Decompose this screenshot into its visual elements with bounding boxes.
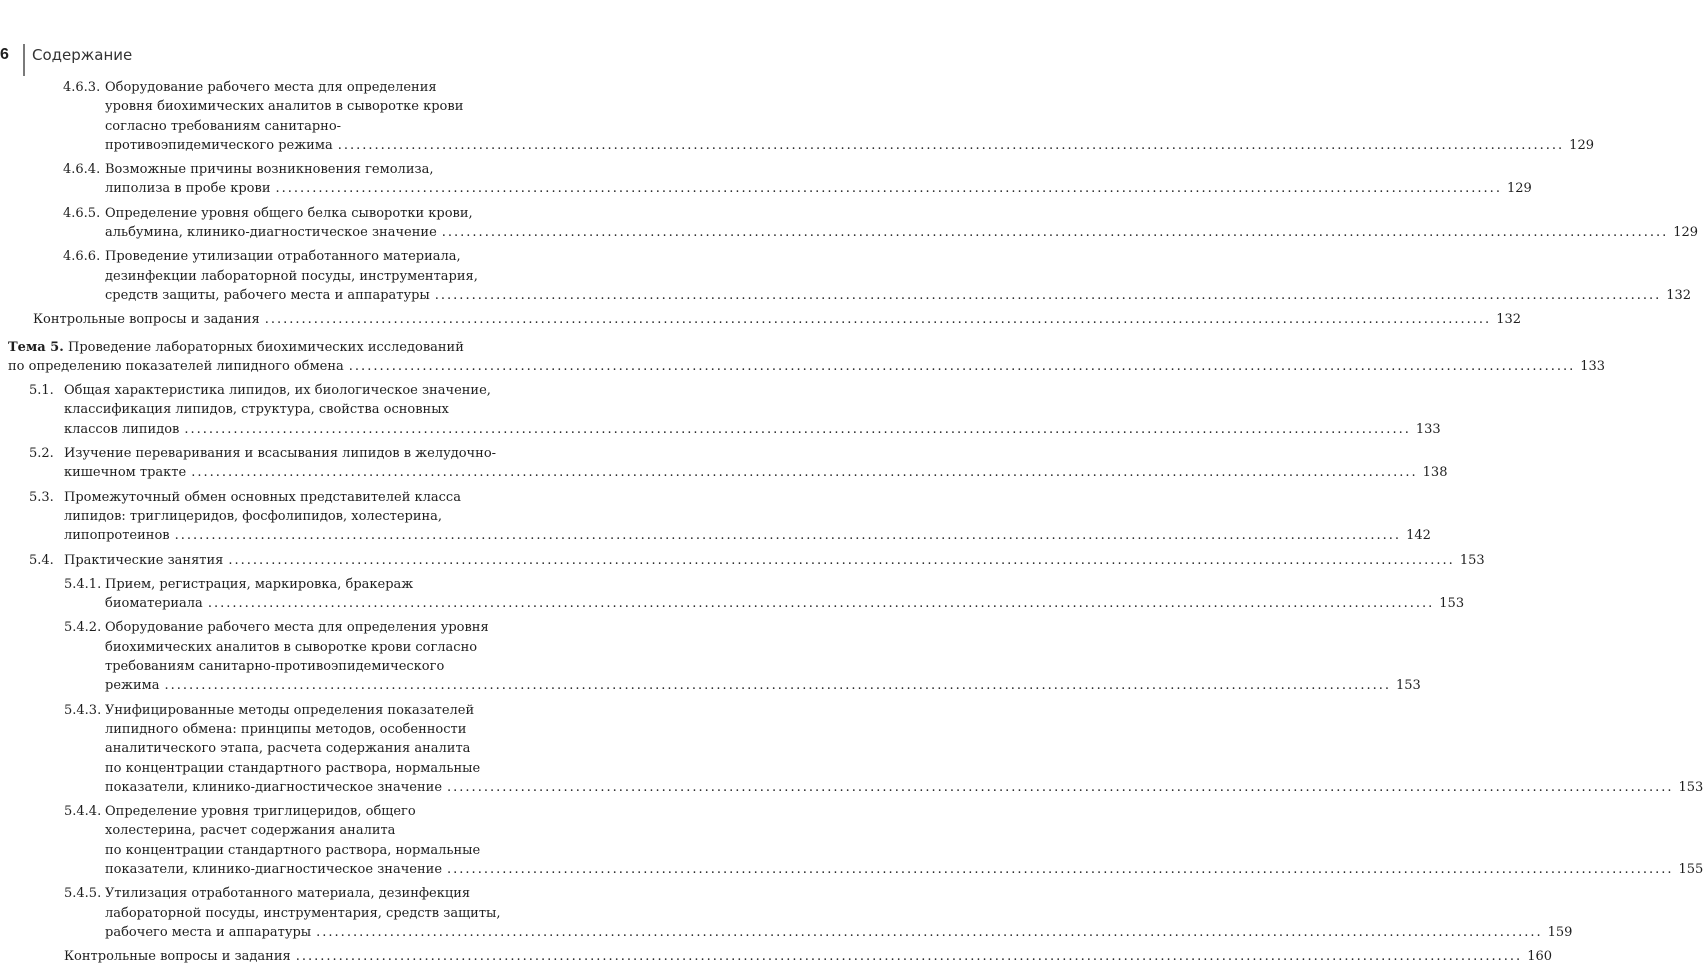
- dot-leader: ........................................................................................................................................................................................................: [275, 179, 1501, 198]
- toc-entry: [0, 247, 564, 305]
- dot-leader: ........................................................................................................................................................................................................: [191, 463, 1417, 482]
- table-of-contents: [0, 78, 564, 971]
- toc-entry-text: Определение уровня общего белка сыворотки крови,: [105, 206, 473, 221]
- toc-entry-text: Определение уровня триглицеридов, общего: [105, 804, 416, 819]
- toc-entry-line: [0, 223, 564, 242]
- toc-entry: [0, 618, 564, 695]
- toc-entry-line: [0, 204, 564, 223]
- dot-leader: ........................................................................................................................................................................................................: [296, 947, 1522, 966]
- toc-entry: [0, 444, 564, 483]
- toc-entry-text: Проведение утилизации отработанного материала,: [105, 249, 461, 264]
- toc-entry-text: кишечном тракте: [64, 463, 186, 482]
- toc-entry-line: [0, 247, 564, 266]
- toc-entry-line: [0, 575, 564, 594]
- toc-page-number: 132: [1666, 286, 1691, 305]
- toc-page-number: 155: [1679, 860, 1703, 879]
- toc-entry: [0, 160, 564, 199]
- toc-entry-number: Тема 5.: [8, 338, 64, 357]
- toc-entry-line: [0, 802, 564, 821]
- toc-entry-text: Прием, регистрация, маркировка, бракераж: [105, 577, 413, 592]
- dot-leader: ........................................................................................................................................................................................................: [208, 594, 1434, 613]
- toc-page-number: 133: [1416, 420, 1441, 439]
- dot-leader: ........................................................................................................................................................................................................: [349, 357, 1575, 376]
- toc-entry: [0, 802, 564, 879]
- toc-entry-line: [0, 821, 564, 840]
- toc-entry-text: холестерина, расчет содержания аналита: [105, 823, 395, 838]
- toc-entry-text: Изучение переваривания и всасывания липидов в желудочно-: [64, 446, 496, 461]
- dot-leader: ........................................................................................................................................................................................................: [447, 778, 1673, 797]
- toc-page-number: 153: [1396, 676, 1421, 695]
- toc-entry-text: Проведение лабораторных биохимических исследований: [68, 340, 464, 355]
- toc-entry-line: [0, 507, 564, 526]
- toc-page-number: 153: [1439, 594, 1464, 613]
- toc-entry-number: 5.3.: [29, 488, 54, 507]
- toc-entry-text: Практические занятия: [64, 551, 223, 570]
- toc-entry: [0, 884, 564, 942]
- toc-entry: [0, 78, 564, 155]
- toc-entry-line: [0, 179, 564, 198]
- toc-entry-text: Оборудование рабочего места для определения уровня: [105, 620, 489, 635]
- toc-entry-line: [0, 117, 564, 136]
- toc-entry-line: [0, 463, 564, 482]
- toc-entry-text: уровня биохимических аналитов в сыворотке крови: [105, 99, 463, 114]
- toc-entry-text: классификация липидов, структура, свойства основных: [64, 402, 449, 417]
- toc-entry-number: 5.4.: [29, 551, 54, 570]
- toc-page-number: 132: [1496, 310, 1521, 329]
- toc-entry-line: [0, 444, 564, 463]
- toc-page-number: 142: [1406, 526, 1431, 545]
- toc-entry-number: 5.4.4.: [64, 802, 101, 821]
- toc-entry-text: Утилизация отработанного материала, дезинфекция: [105, 886, 470, 901]
- toc-entry-number: 5.2.: [29, 444, 54, 463]
- toc-entry: [0, 204, 564, 243]
- toc-entry-line: [0, 841, 564, 860]
- toc-page-number: 138: [1423, 463, 1448, 482]
- toc-page-number: 153: [1460, 551, 1485, 570]
- toc-entry-text: биоматериала: [105, 594, 203, 613]
- dot-leader: ........................................................................................................................................................................................................: [184, 420, 1410, 439]
- dot-leader: ........................................................................................................................................................................................................: [435, 286, 1661, 305]
- toc-entry-text: лабораторной посуды, инструментария, средств защиты,: [105, 906, 501, 921]
- toc-entry-text: по концентрации стандартного раствора, нормальные: [105, 843, 480, 858]
- toc-entry-text: липолиза в пробе крови: [105, 179, 270, 198]
- page-header: [0, 44, 564, 70]
- toc-entry-text: аналитического этапа, расчета содержания аналита: [105, 741, 470, 756]
- toc-entry-line: [0, 526, 564, 545]
- dot-leader: ........................................................................................................................................................................................................: [265, 310, 1491, 329]
- toc-entry-text: согласно требованиям санитарно-: [105, 119, 341, 134]
- toc-entry-text: классов липидов: [64, 420, 179, 439]
- toc-entry-line: [0, 676, 564, 695]
- toc-entry-text: Общая характеристика липидов, их биологическое значение,: [64, 383, 491, 398]
- toc-entry-line: [0, 420, 564, 439]
- toc-entry: [0, 551, 564, 570]
- dot-leader: ........................................................................................................................................................................................................: [228, 551, 1454, 570]
- toc-entry-number: 4.6.5.: [63, 204, 100, 223]
- toc-entry-line: [0, 947, 564, 966]
- toc-entry-text: Промежуточный обмен основных представителей класса: [64, 490, 461, 505]
- page-number: 6: [0, 46, 9, 64]
- toc-entry-text: рабочего места и аппаратуры: [105, 923, 311, 942]
- toc-entry-number: 4.6.6.: [63, 247, 100, 266]
- toc-entry-text: Контрольные вопросы и задания: [33, 310, 260, 329]
- toc-entry-text: липопротеинов: [64, 526, 170, 545]
- toc-page-number: 153: [1679, 778, 1703, 797]
- toc-entry-number: 4.6.4.: [63, 160, 100, 179]
- toc-entry-text: Оборудование рабочего места для определения: [105, 80, 437, 95]
- toc-entry-line: [0, 97, 564, 116]
- toc-entry-text: режима: [105, 676, 160, 695]
- toc-entry-line: [0, 381, 564, 400]
- toc-entry-text: противоэпидемического режима: [105, 136, 333, 155]
- toc-entry: [0, 575, 564, 614]
- toc-entry-text: средств защиты, рабочего места и аппаратуры: [105, 286, 430, 305]
- toc-entry: [0, 338, 564, 377]
- toc-page-number: 159: [1548, 923, 1573, 942]
- toc-entry-line: [0, 720, 564, 739]
- toc-entry-line: [0, 594, 564, 613]
- toc-entry-line: [0, 904, 564, 923]
- toc-page-number: 129: [1673, 223, 1698, 242]
- toc-entry-text: липидного обмена: принципы методов, особенности: [105, 722, 466, 737]
- toc-entry-line: [0, 884, 564, 903]
- toc-entry-text: Унифицированные методы определения показателей: [105, 703, 474, 718]
- section-title: Содержание: [32, 46, 132, 64]
- toc-entry-text: альбумина, клинико-диагностическое значение: [105, 223, 437, 242]
- toc-page-number: 129: [1569, 136, 1594, 155]
- toc-entry-number: 4.6.3.: [63, 78, 100, 97]
- toc-entry-line: [0, 860, 564, 879]
- toc-entry-line: [0, 160, 564, 179]
- toc-entry-number: 5.4.2.: [64, 618, 101, 637]
- dot-leader: ........................................................................................................................................................................................................: [165, 676, 1391, 695]
- toc-entry-text: показатели, клинико-диагностическое значение: [105, 778, 442, 797]
- toc-page-number: 133: [1580, 357, 1605, 376]
- dot-leader: ........................................................................................................................................................................................................: [447, 860, 1673, 879]
- toc-entry-line: [0, 618, 564, 637]
- toc-entry-line: [0, 657, 564, 676]
- toc-entry-line: [0, 78, 564, 97]
- toc-entry: [0, 310, 564, 329]
- toc-entry-line: [0, 310, 564, 329]
- toc-entry: [0, 381, 564, 439]
- toc-entry-text: Контрольные вопросы и задания: [64, 947, 291, 966]
- toc-entry-line: [0, 488, 564, 507]
- toc-entry-text: по концентрации стандартного раствора, нормальные: [105, 761, 480, 776]
- toc-entry-number: 5.4.5.: [64, 884, 101, 903]
- toc-entry-text: дезинфекции лабораторной посуды, инструментария,: [105, 269, 478, 284]
- toc-entry: [0, 947, 564, 966]
- toc-entry-line: [0, 551, 564, 570]
- toc-entry-line: [0, 778, 564, 797]
- toc-entry-text: биохимических аналитов в сыворотке крови согласно: [105, 640, 477, 655]
- toc-entry-line: [0, 267, 564, 286]
- toc-entry-text: показатели, клинико-диагностическое значение: [105, 860, 442, 879]
- toc-page-number: 129: [1507, 179, 1532, 198]
- toc-entry-text: липидов: триглицеридов, фосфолипидов, холестерина,: [64, 509, 442, 524]
- toc-entry-line: [0, 739, 564, 758]
- dot-leader: ........................................................................................................................................................................................................: [316, 923, 1542, 942]
- dot-leader: ........................................................................................................................................................................................................: [442, 223, 1668, 242]
- dot-leader: ........................................................................................................................................................................................................: [338, 136, 1564, 155]
- dot-leader: ........................................................................................................................................................................................................: [175, 526, 1401, 545]
- toc-entry-number: 5.1.: [29, 381, 54, 400]
- toc-entry-line: [0, 338, 564, 357]
- toc-entry-line: [0, 638, 564, 657]
- toc-entry-line: [0, 759, 564, 778]
- toc-entry-line: [0, 286, 564, 305]
- toc-entry-line: [0, 923, 564, 942]
- toc-page-number: 160: [1527, 947, 1552, 966]
- toc-entry-line: [0, 136, 564, 155]
- toc-entry-number: 5.4.3.: [64, 701, 101, 720]
- toc-entry-text: требованиям санитарно-противоэпидемического: [105, 659, 444, 674]
- toc-entry-line: [0, 400, 564, 419]
- toc-entry: [0, 488, 564, 546]
- toc-entry-text: по определению показателей липидного обмена: [8, 357, 344, 376]
- toc-entry-line: [0, 357, 564, 376]
- toc-entry-number: 5.4.1.: [64, 575, 101, 594]
- toc-entry-text: Возможные причины возникновения гемолиза,: [105, 162, 433, 177]
- toc-entry: [0, 701, 564, 797]
- toc-entry-line: [0, 701, 564, 720]
- header-divider: [23, 44, 25, 76]
